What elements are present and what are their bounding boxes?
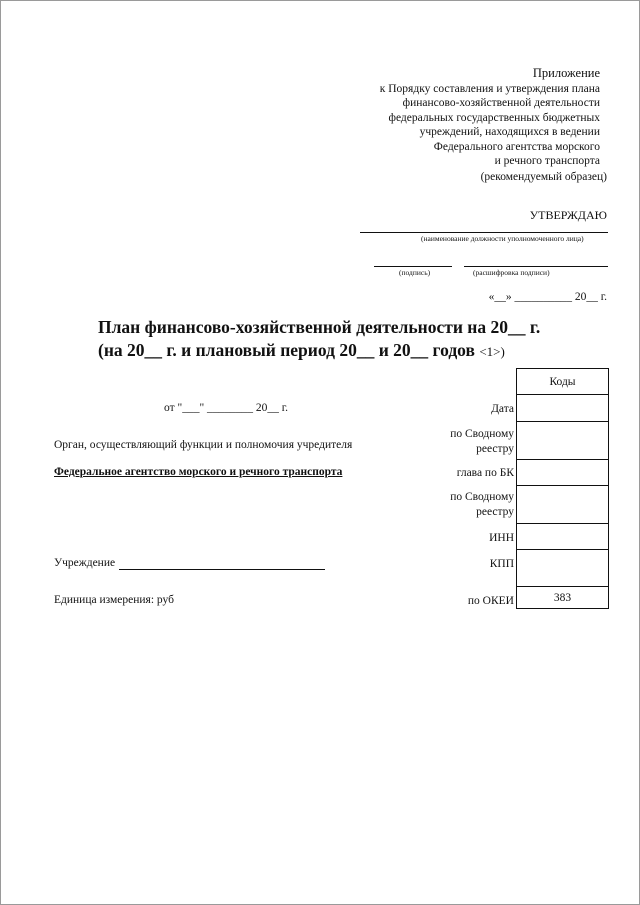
code-cell-inn	[517, 524, 609, 550]
decoding-line	[464, 266, 608, 267]
code-cell-bk	[517, 460, 609, 486]
position-line	[360, 232, 608, 233]
appendix-line: и речного транспорта	[494, 155, 600, 167]
appendix-line: финансово-хозяйственной деятельности	[402, 97, 600, 109]
appendix-block	[340, 66, 600, 169]
code-row-label: ИНН	[489, 532, 514, 544]
code-cell-kpp	[517, 550, 609, 587]
institution-line	[119, 569, 325, 570]
code-cell-registry-2	[517, 486, 609, 524]
appendix-line: учреждений, находящихся в ведении	[419, 126, 600, 138]
code-cell-okei: 383	[517, 587, 609, 609]
authority-value: Федеральное агентство морского и речного транспорта	[54, 466, 343, 478]
date-from-field: от "___" ________ 20__ г.	[164, 402, 289, 414]
code-cell-registry	[517, 422, 609, 460]
codes-table	[516, 368, 609, 609]
title-line-1: План финансово-хозяйственной деятельности на 20__ г.	[98, 317, 541, 337]
code-row-label: КПП	[489, 558, 514, 570]
title-line-2-text: (на 20__ г. и плановый период 20__ и 20__ годов	[98, 340, 475, 360]
code-row-label: по Сводному реестру	[450, 491, 514, 518]
position-caption: (наименование должности уполномоченного лица)	[421, 234, 584, 243]
appendix-line: федеральных государственных бюджетных	[388, 111, 600, 124]
code-row-label: по Сводному реестру	[450, 428, 514, 455]
unit-label: Единица измерения: руб	[54, 594, 174, 606]
appendix-title: Приложение	[532, 66, 600, 80]
code-row-label: по ОКЕИ	[467, 595, 514, 607]
approval-date: «__» __________ 20__ г.	[488, 291, 607, 303]
decoding-caption: (расшифровка подписи)	[473, 268, 550, 277]
title-line-2	[98, 339, 540, 363]
page-title	[98, 316, 540, 363]
code-row-label: Дата	[491, 403, 514, 415]
appendix-line: к Порядку составления и утверждения плана	[379, 82, 600, 95]
appendix-line: Федерального агентства морского	[433, 140, 600, 153]
signature-line	[374, 266, 452, 267]
approve-label: УТВЕРЖДАЮ	[529, 208, 607, 222]
sample-note: (рекомендуемый образец)	[480, 171, 607, 183]
code-cell-date	[517, 395, 609, 422]
footnote-ref: <1>)	[479, 344, 505, 359]
signature-caption: (подпись)	[399, 268, 431, 277]
code-row-label: глава по БК	[456, 467, 514, 479]
authority-label: Орган, осуществляющий функции и полномочия учредителя	[54, 439, 353, 451]
institution-label: Учреждение	[54, 557, 116, 569]
codes-header: Коды	[517, 369, 609, 395]
